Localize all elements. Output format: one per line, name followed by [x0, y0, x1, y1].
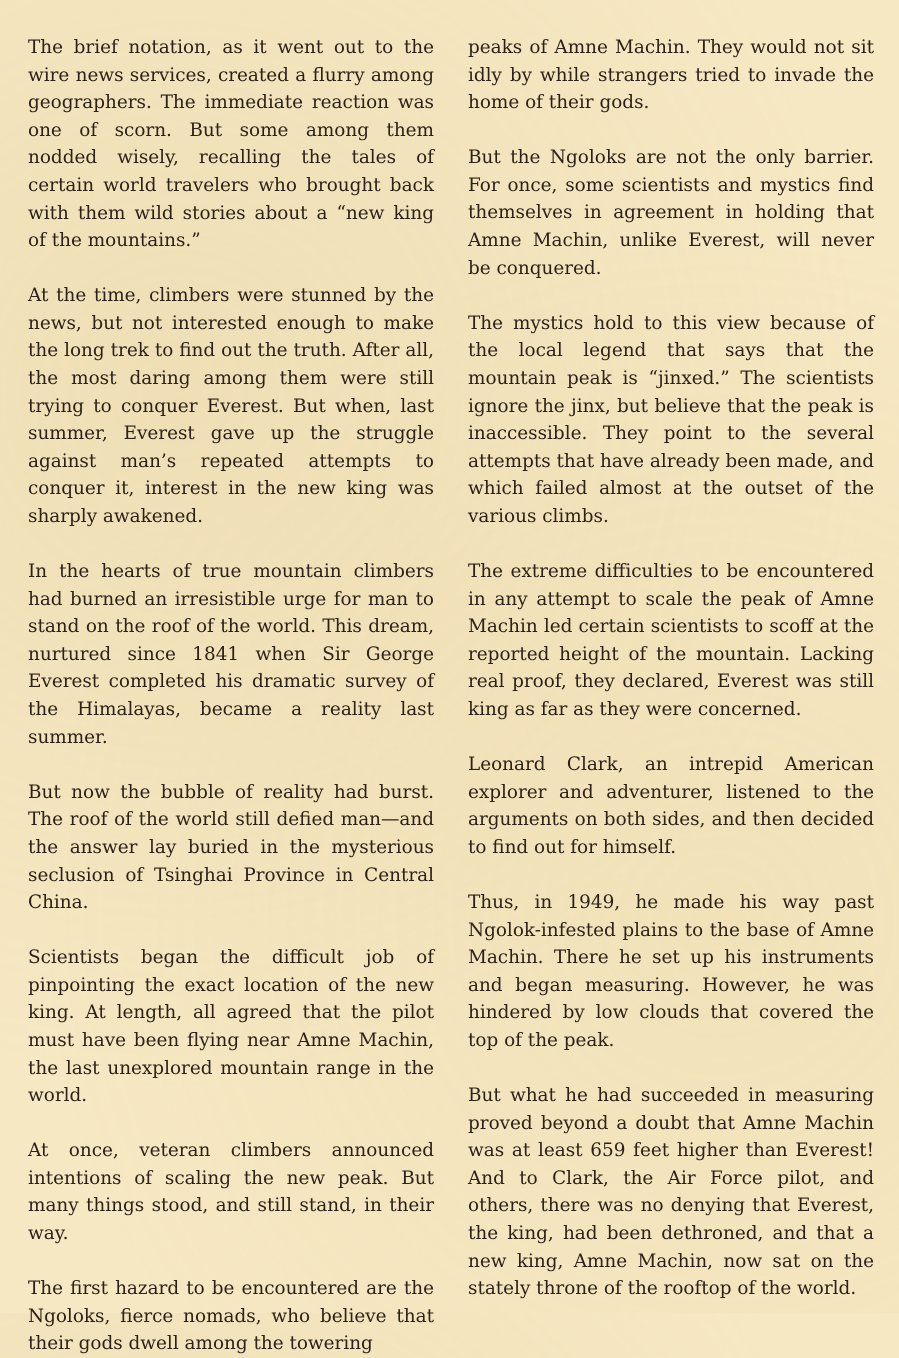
paragraph: At the time, climbers were stunned by the news, but not interested enough to make the long trek to find out the truth. After all, the most daring among them were still trying to conquer Everest. But when, last summer, Everest gave up the struggle against man’s repeated attempts to conquer it, interest in the new king was sharply awakened. [28, 285, 434, 527]
paragraph: Thus, in 1949, he made his way past Ngolok-infested plains to the base of Amne Machin. There he set up his instruments and began measuring. However, he was hindered by low clouds that covered the top of the peak. [468, 891, 874, 1051]
paragraph: Leonard Clark, an intrepid American explorer and adventurer, listened to the arguments on both sides, and then decided to find out for himself. [468, 754, 874, 858]
paragraph: peaks of Amne Machin. They would not sit idly by while strangers tried to invade the home of their gods. [468, 37, 874, 114]
paragraph: But what he had succeeded in measuring proved beyond a doubt that Amne Machin was at least 659 feet higher than Everest! And to Clark, the Air Force pilot, and others, there was no denying that Everest, the king, had been dethroned, and that a new king, Amne Machin, now sat on the stately throne of the rooftop of the world. [468, 1085, 874, 1300]
right-column [468, 34, 874, 1313]
left-column [28, 34, 434, 1355]
paragraph: But now the bubble of reality had burst. The roof of the world still defied man—and the answer lay buried in the mysterious seclusion of Tsinghai Province in Central China. [28, 781, 434, 914]
paragraph: The first hazard to be encountered are the Ngoloks, fierce nomads, who believe that their gods dwell among the towering [28, 1278, 434, 1355]
paragraph: The brief notation, as it went out to the wire news services, created a flurry among geographers. The immediate reaction was one of scorn. But some among them nodded wisely, recalling the tales of certain world travelers who brought back with them wild stories about a “new king of the mountains.” [28, 37, 434, 252]
paragraph: The extreme difficulties to be encountered in any attempt to scale the peak of Amne Machin led certain scientists to scoff at the reported height of the mountain. Lacking real proof, they declared, Everest was still king as far as they were concerned. [468, 561, 874, 720]
paragraph: In the hearts of true mountain climbers had burned an irresistible urge for man to stand on the roof of the world. This dream, nurtured since 1841 when Sir George Everest completed his dramatic survey of the Himalayas, became a reality last summer. [28, 561, 434, 748]
paragraph: The mystics hold to this view because of the local legend that says that the mountain peak is “jinxed.” The scientists ignore the jinx, but believe that the peak is inaccessible. They point to the several attempts that have already been made, and which failed almost at the outset of the various climbs. [468, 312, 874, 527]
paragraph: But the Ngoloks are not the only barrier. For once, some scientists and mystics find themselves in agreement in holding that Amne Machin, unlike Everest, will never be conquered. [468, 147, 874, 279]
paragraph: Scientists began the difficult job of pinpointing the exact location of the new king. At length, all agreed that the pilot must have been flying near Amne Machin, the last unexplored mountain range in the world. [28, 947, 434, 1107]
paragraph: At once, veteran climbers announced intentions of scaling the new peak. But many things stood, and still stand, in their way. [28, 1140, 434, 1245]
